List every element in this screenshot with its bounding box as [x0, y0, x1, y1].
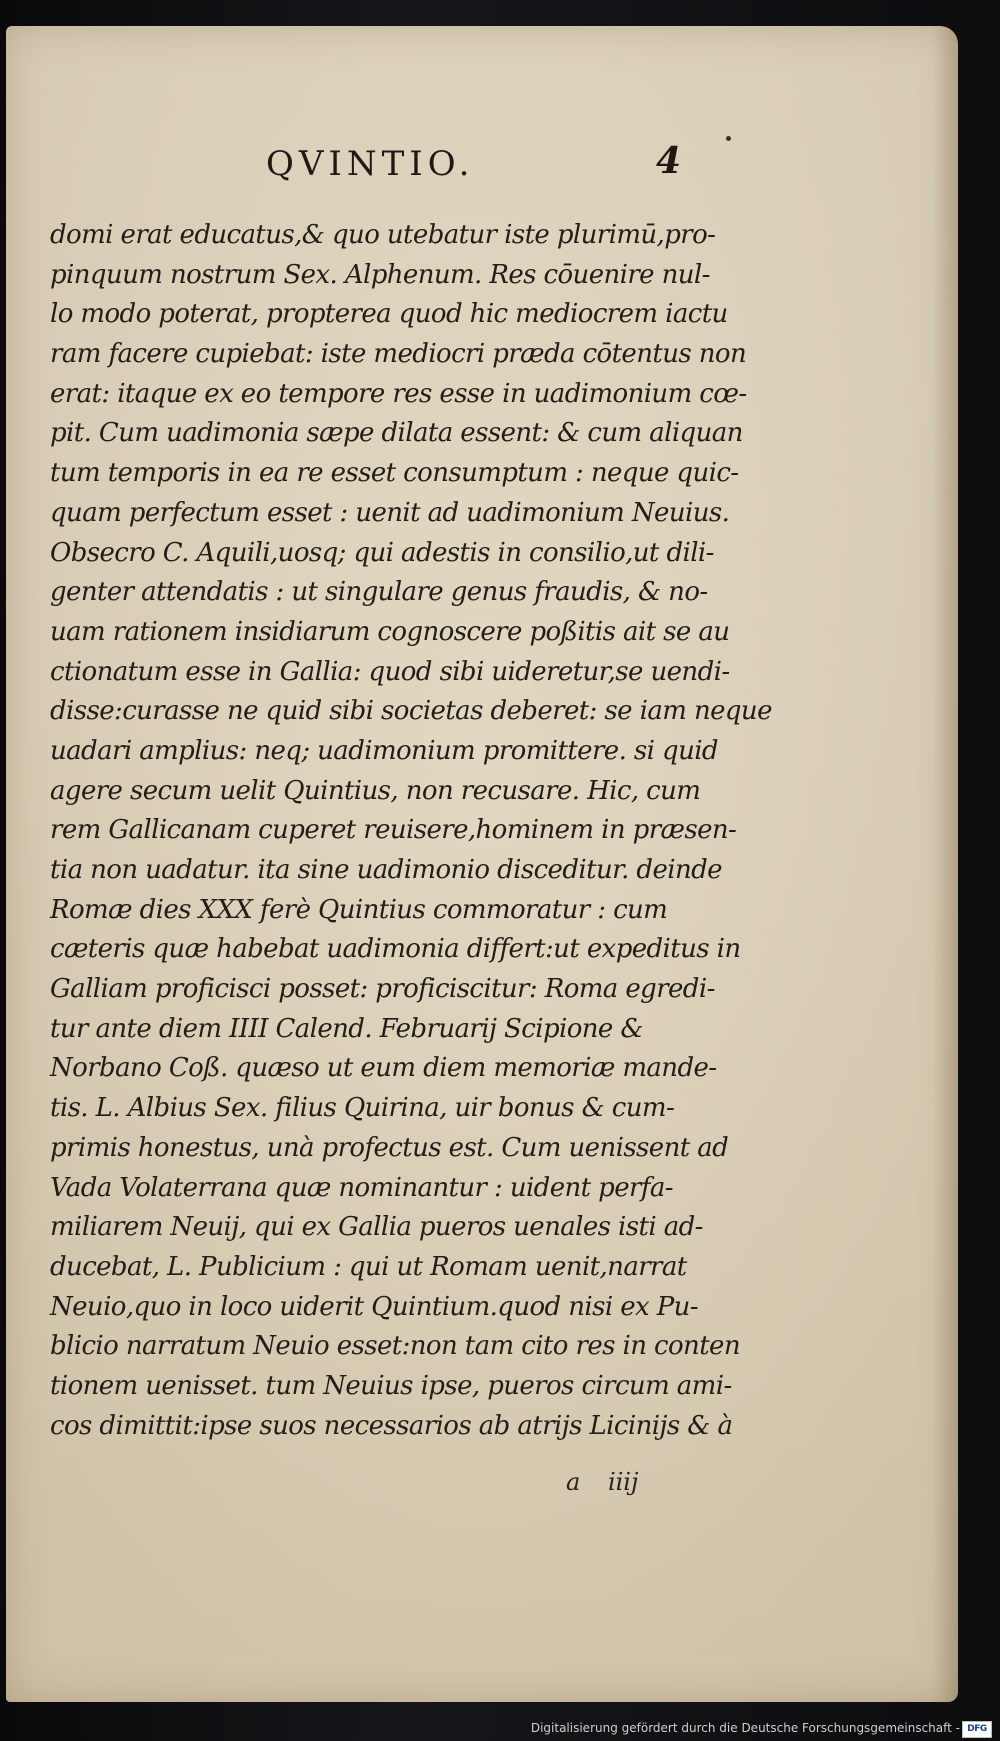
text-line: Vada Volaterrana quæ nominantur : uident perfa- — [50, 1172, 673, 1203]
text-line: erat: itaque ex eo tempore res esse in uadimonium cœ- — [50, 378, 747, 409]
credit-text: Digitalisierung gefördert durch die Deutsche Forschungsgemeinschaft - — [530, 1721, 960, 1735]
text-line: pinquum nostrum Sex. Alphenum. Res cōuenire nul- — [50, 259, 710, 290]
running-head: QVINTIO. — [266, 144, 475, 184]
text-line: Obsecro C. Aquili,uosq; qui adestis in consilio,ut dili- — [50, 537, 714, 568]
page-footer — [6, 1468, 958, 1508]
text-line: pit. Cum uadimonia sæpe dilata essent: & cum aliquan — [50, 418, 743, 449]
text-line: rem Gallicanam cuperet reuisere,hominem in præsen- — [50, 815, 737, 846]
page-edge-shadow — [932, 26, 958, 1702]
text-line: agere secum uelit Quintius, non recusare. Hic, cum — [50, 775, 701, 806]
page-header — [6, 140, 958, 204]
book-page — [6, 26, 958, 1702]
text-line: uam rationem insidiarum cognoscere poßitis ait se au — [50, 616, 730, 647]
text-line: tum temporis in ea re esset consumptum : neque quic- — [50, 458, 739, 489]
signature-mark: a iiij — [566, 1468, 639, 1496]
text-line: disse:curasse ne quid sibi societas deberet: se iam neque — [50, 696, 772, 727]
text-line: cæteris quæ habebat uadimonia differt:ut expeditus in — [50, 934, 741, 965]
text-line: uadari amplius: neq; uadimonium promittere. si quid — [50, 735, 718, 766]
text-line: blicio narratum Neuio esset:non tam cito res in conten — [50, 1331, 740, 1362]
text-line: Romæ dies XXX ferè Quintius commoratur : cum — [50, 894, 668, 925]
dfg-logo-icon: DFG — [962, 1721, 992, 1738]
text-line: ctionatum esse in Gallia: quod sibi uideretur,se uendi- — [50, 656, 730, 687]
text-line: lo modo poterat, propterea quod hic mediocrem iactu — [50, 299, 728, 330]
text-line: Galliam proficisci posset: proficiscitur: Roma egredi- — [50, 974, 715, 1005]
page-number: 4 — [656, 140, 682, 182]
text-line: tia non uadatur. ita sine uadimonio disceditur. deinde — [50, 855, 722, 885]
body-text — [50, 216, 772, 1446]
text-line: ducebat, L. Publicium : qui ut Romam uenit,narrat — [50, 1251, 687, 1282]
text-line: Neuio,quo in loco uiderit Quintium.quod nisi ex Pu- — [50, 1291, 698, 1322]
ink-speck — [726, 136, 731, 141]
text-line: miliarem Neuij, qui ex Gallia pueros uenales isti ad- — [50, 1212, 703, 1243]
text-line: cos dimittit:ipse suos necessarios ab atrijs Licinijs & à — [50, 1410, 733, 1441]
text-line: domi erat educatus,& quo utebatur iste plurimū,pro- — [50, 220, 716, 250]
credit-bar — [0, 1718, 1000, 1741]
text-line: primis honestus, unà profectus est. Cum uenissent ad — [50, 1132, 729, 1163]
text-line: tur ante diem IIII Calend. Februarij Scipione & — [50, 1013, 643, 1044]
text-line: tionem uenisset. tum Neuius ipse, pueros circum ami- — [50, 1370, 732, 1401]
text-line: Norbano Coß. quæso ut eum diem memoriæ mande- — [50, 1053, 717, 1084]
text-line: tis. L. Albius Sex. filius Quirina, uir bonus & cum- — [50, 1093, 675, 1124]
text-line: genter attendatis : ut singulare genus fraudis, & no- — [50, 577, 708, 608]
text-line: ram facere cupiebat: iste mediocri præda cōtentus non — [50, 339, 747, 370]
text-line: quam perfectum esset : uenit ad uadimonium Neuius. — [50, 497, 730, 528]
